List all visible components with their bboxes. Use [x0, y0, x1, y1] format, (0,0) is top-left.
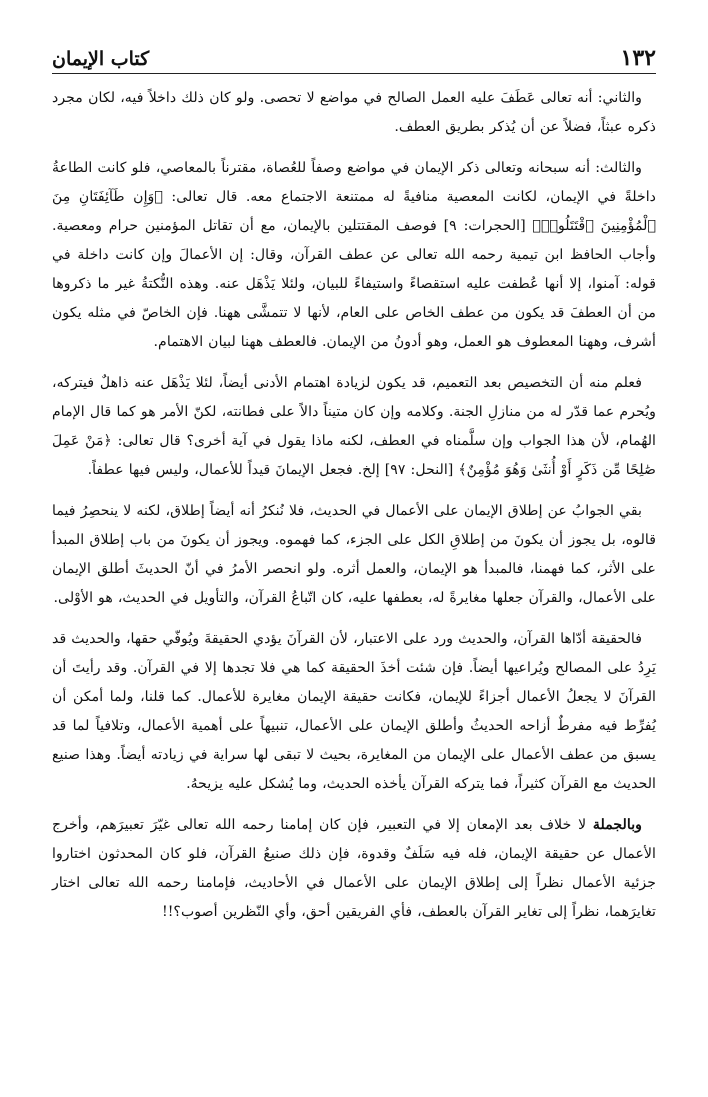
- paragraph-text: والثالث: أنه سبحانه وتعالى ذكر الإيمان في مواضع وصفاً للعُصاة، مقترناً بالمعاصي، فلو كانت الطاعةُ داخلةً في الإيمان، لكانت المعصية منافيةً له ممتنعة الاجتماع معه. قال تعالى: ﴿وَإِن طَآئِفَتَانِ مِنَ ٱلْمُؤْمِنِينَ ٱقْتَتَلُوا۟﴾ [الحجرات: ٩] فوصف المقتتلين بالإيمان، مع أن تقاتل المؤمنين حرام ومعصية. وأجاب الحافظ ابن تيمية رحمه الله تعالى عن عطف القرآن، وقال: إن الأعمالَ وإن كانت داخلة في قوله: آمنوا، إلا أنها عُطفت عليه استقصاءً واستيفاءً للبيان، ولئلا يَذْهَل عنه. وهذه النُّكتةُ غير ما ذكروها من أن العطفَ قد يكون من عطف الخاص على العام، لأنها لا تتمشَّى ههنا. فإن الخاصّ في مثله يكون أشرف، وههنا المعطوف هو العمل، وهو أدونُ من الإيمان. فالعطف ههنا لبيان الاهتمام.: [52, 160, 656, 350]
- paragraph-hadith-answer: [52, 497, 656, 613]
- page-number: ١٣٢: [620, 45, 656, 71]
- paragraph-text: فالحقيقة أدّاها القرآن، والحديث ورد على الاعتبار، لأن القرآنَ يؤدي الحقيقةَ ويُوفّي حقها، والحديث قد يَرِدُ على المصالح ويُراعيها أيضاً. فإن شئت أخذَ الحقيقة كما هي فلا تجدها إلا في القرآن. وقد رأيتَ أن القرآنَ لا يجعلُ الأعمال أجزاءً للإيمان، فكانت حقيقة الإيمان مغايرة للأعمال. كما قلنا، ولما أمكن أن يُفرِّط فيه مفرطٌ أزاحه الحديثُ وأطلق الإيمان على الأعمال، تنبيهاً على أهمية الأعمال، وتلافياً لما قد يسبق من عطف الأعمال على الإيمان من المغايرة، بحيث لا تبقى لها سراية في زيادته أيضاً. وهذا صنيع الحديث مع القرآن كثيراً، فما يتركه القرآن يأخذه الحديث، وما يُشكل عليه يزيحهُ.: [52, 631, 656, 792]
- page-body: [52, 84, 656, 1057]
- paragraph-second-argument: [52, 84, 656, 142]
- page-header: [52, 40, 656, 74]
- paragraph-lead-word: وبالجملة: [592, 817, 642, 833]
- paragraph-text: بقي الجوابُ عن إطلاق الإيمان على الأعمال في الحديث، فلا نُنكرُ أنه أيضاً إطلاق، لكنه لا ينحصِرُ فيما قالوه، بل يجوز أن يكونَ من إطلاقِ الكل على الجزء، كما فهموه. ويجوز أن يكونَ من باب إطلاق المبدأ على الأثر، كما فهمنا، فالمبدأ هو الإيمان، والعمل أثره. ولو انحصر الأمرُ في أنّ الحديثَ أطلق الإيمان على الأعمال، والقرآن جعلها مغايرةً له، بعطفها عليه، كان اتّباعُ القرآن، والتأويل في الحديث، هو الأوْلى.: [52, 503, 656, 606]
- paragraph-truth: [52, 625, 656, 799]
- paragraph-third-argument: [52, 154, 656, 357]
- paragraph-conclusion: [52, 811, 656, 927]
- paragraph-text: لا خلاف بعد الإمعان إلا في التعبير، فإن كان إمامنا رحمه الله تعالى غيّرَ تعبيرَهم، وأخرج الأعمال عن حقيقة الإيمان، فله فيه سَلَفٌ وقدوة، فإن ذلك صنيعُ القرآن، فلو كان المحدثون اختاروا جزئية الأعمال نظراً إلى إطلاق الإيمان على الأعمال في الأحاديث، فإمامنا رحمه الله تعالى اختار تغايرَهما، نظراً إلى تغاير القرآن بالعطف، فأي الفريقين أحق، وأي النّظرين أصوب؟!!: [52, 817, 656, 920]
- paragraph-text: والثاني: أنه تعالى عَطَفَ عليه العمل الصالح في مواضع لا تحصى. ولو كان ذلك داخلاً فيه، لكان مجرد ذكره عبثاً، فضلاً عن أن يُذكر بطريق العطف.: [52, 90, 656, 135]
- running-title: كتاب الإيمان: [52, 48, 150, 70]
- paragraph-text: فعلم منه أن التخصيص بعد التعميم، قد يكون لزيادة اهتمام الأدنى أيضاً، لئلا يَذْهَل عنه ذاهلٌ فيتركه، ويُحرم عما قدّر له من منازلِ الجنة. وكلامه وإن كان متيناً دالاً على فطانته، لكنّ الأمر هو كما قال الإمام الهُمام، لأن هذا الجواب وإن سلَّمناه في العطف، لكنه ماذا يقول في آية أخرى؟ قال تعالى: ﴿مَنْ عَمِلَ صَٰلِحًا مِّن ذَكَرٍ أَوْ أُنثَىٰ وَهُوَ مُؤْمِنٌ﴾ [النحل: ٩٧] إلخ. فجعل الإيمانَ قيداً للأعمال، وليس فيها عطفاً.: [52, 375, 656, 478]
- paragraph-specification: [52, 369, 656, 485]
